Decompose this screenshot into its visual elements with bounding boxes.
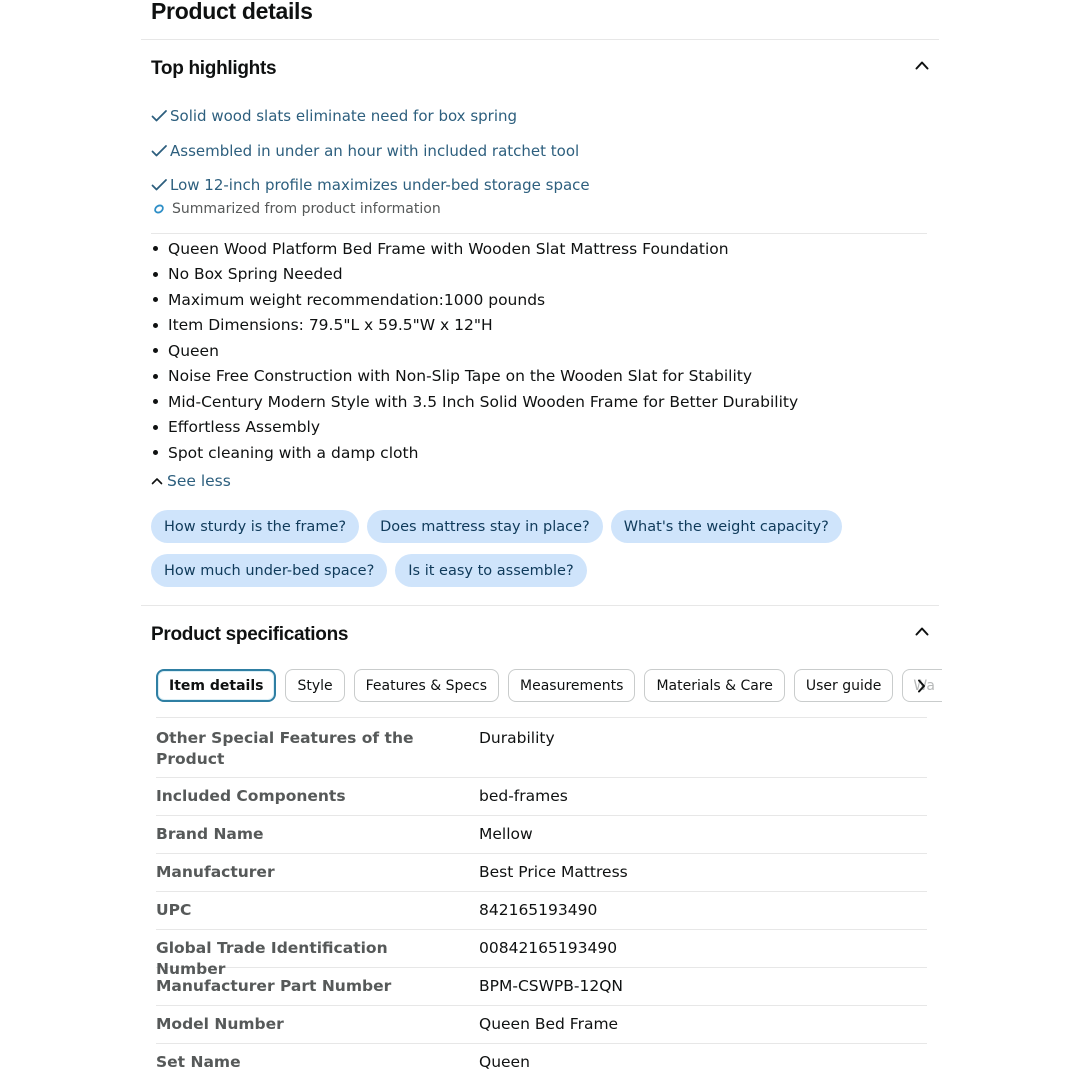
- question-chip[interactable]: How much under-bed space?: [151, 554, 387, 587]
- table-row: [156, 967, 927, 1005]
- chevron-up-icon[interactable]: [915, 626, 929, 636]
- spec-value: 00842165193490: [479, 939, 618, 957]
- see-less-label: See less: [167, 472, 231, 490]
- chevron-up-icon[interactable]: [915, 60, 929, 70]
- list-item: [153, 440, 933, 466]
- bullet-dot: [153, 246, 158, 251]
- spec-key: UPC: [156, 901, 192, 919]
- highlight-item: [151, 134, 931, 169]
- tab-item-details[interactable]: Item details: [156, 669, 276, 702]
- highlight-text: Low 12-inch profile maximizes under-bed storage space: [170, 176, 590, 195]
- tab-style[interactable]: Style: [285, 669, 344, 702]
- divider: [141, 605, 939, 606]
- spec-value: Durability: [479, 729, 555, 747]
- list-item: [153, 313, 933, 339]
- summary-note-text: Summarized from product information: [172, 201, 441, 217]
- question-chip[interactable]: Does mattress stay in place?: [367, 510, 603, 543]
- bullet-text: Queen: [168, 341, 219, 360]
- spec-key: Global Trade Identification Number: [156, 939, 388, 978]
- table-row: [156, 1005, 927, 1043]
- feature-bullets: [153, 236, 933, 466]
- table-row: [156, 717, 927, 777]
- spec-key: Manufacturer Part Number: [156, 977, 392, 995]
- highlight-item: [151, 168, 931, 203]
- bullet-dot: [153, 450, 158, 455]
- divider: [141, 39, 939, 40]
- bullet-dot: [153, 348, 158, 353]
- highlight-text: Solid wood slats eliminate need for box spring: [170, 107, 518, 126]
- bullet-dot: [153, 374, 158, 379]
- summary-note: [153, 201, 441, 217]
- bullet-text: Item Dimensions: 79.5"L x 59.5"W x 12"H: [168, 316, 493, 335]
- spec-value: Queen: [479, 1053, 530, 1071]
- list-item: [153, 364, 933, 390]
- top-highlights-title: Top highlights: [151, 58, 277, 79]
- bullet-dot: [153, 399, 158, 404]
- spec-key: Included Components: [156, 787, 346, 805]
- bullet-text: Mid-Century Modern Style with 3.5 Inch Solid Wooden Frame for Better Durability: [168, 392, 799, 411]
- spec-tabs: [156, 669, 935, 703]
- question-chips-row-1: [151, 510, 951, 543]
- bullet-dot: [153, 323, 158, 328]
- chevron-up-icon: [151, 477, 163, 485]
- spec-table: [156, 717, 927, 1081]
- check-icon: [151, 109, 168, 123]
- table-row: [156, 853, 927, 891]
- bullet-text: Effortless Assembly: [168, 418, 321, 437]
- tab-measurements[interactable]: Measurements: [508, 669, 635, 702]
- see-less-link[interactable]: [151, 472, 231, 490]
- list-item: [153, 236, 933, 262]
- spec-value: BPM-CSWPB-12QN: [479, 977, 624, 995]
- question-chip[interactable]: Is it easy to assemble?: [395, 554, 586, 587]
- spec-key: Brand Name: [156, 825, 264, 843]
- tab-warranty-partial[interactable]: Wa: [902, 669, 942, 702]
- table-row: [156, 815, 927, 853]
- list-item: [153, 287, 933, 313]
- bullet-text: Queen Wood Platform Bed Frame with Wooden Slat Mattress Foundation: [168, 239, 729, 258]
- spec-value: 842165193490: [479, 901, 598, 919]
- divider: [151, 233, 927, 234]
- spec-key: Other Special Features of the Product: [156, 729, 414, 768]
- check-icon: [151, 178, 168, 192]
- table-row: [156, 891, 927, 929]
- spec-value: Mellow: [479, 825, 533, 843]
- list-item: [153, 262, 933, 288]
- highlight-text: Assembled in under an hour with included ratchet tool: [170, 141, 580, 160]
- highlights-list: [151, 99, 931, 203]
- bullet-dot: [153, 272, 158, 277]
- tab-features-specs[interactable]: Features & Specs: [354, 669, 499, 702]
- spec-value: Best Price Mattress: [479, 863, 628, 881]
- spec-value: Queen Bed Frame: [479, 1015, 619, 1033]
- table-row: [156, 929, 927, 978]
- tab-user-guide[interactable]: User guide: [794, 669, 894, 702]
- list-item: [153, 338, 933, 364]
- check-icon: [151, 144, 168, 158]
- bullet-text: Spot cleaning with a damp cloth: [168, 443, 419, 462]
- question-chip[interactable]: What's the weight capacity?: [611, 510, 842, 543]
- spec-value: bed-frames: [479, 787, 568, 805]
- product-specifications-title: Product specifications: [151, 624, 349, 645]
- question-chips-row-2: [151, 554, 951, 587]
- bullet-text: No Box Spring Needed: [168, 265, 343, 284]
- list-item: [153, 389, 933, 415]
- spec-key: Manufacturer: [156, 863, 275, 881]
- table-row: [156, 1043, 927, 1081]
- bullet-text: Noise Free Construction with Non-Slip Tape on the Wooden Slat for Stability: [168, 367, 753, 386]
- tab-materials-care[interactable]: Materials & Care: [644, 669, 784, 702]
- question-chip[interactable]: How sturdy is the frame?: [151, 510, 359, 543]
- chevron-right-icon[interactable]: [915, 679, 927, 693]
- highlight-item: [151, 99, 931, 134]
- page-title: Product details: [151, 0, 313, 24]
- bullet-dot: [153, 425, 158, 430]
- bullet-text: Maximum weight recommendation:1000 pounds: [168, 290, 546, 309]
- ai-summary-icon: [153, 203, 165, 215]
- list-item: [153, 415, 933, 441]
- spec-key: Set Name: [156, 1053, 241, 1071]
- bullet-dot: [153, 297, 158, 302]
- spec-key: Model Number: [156, 1015, 284, 1033]
- table-row: [156, 777, 927, 815]
